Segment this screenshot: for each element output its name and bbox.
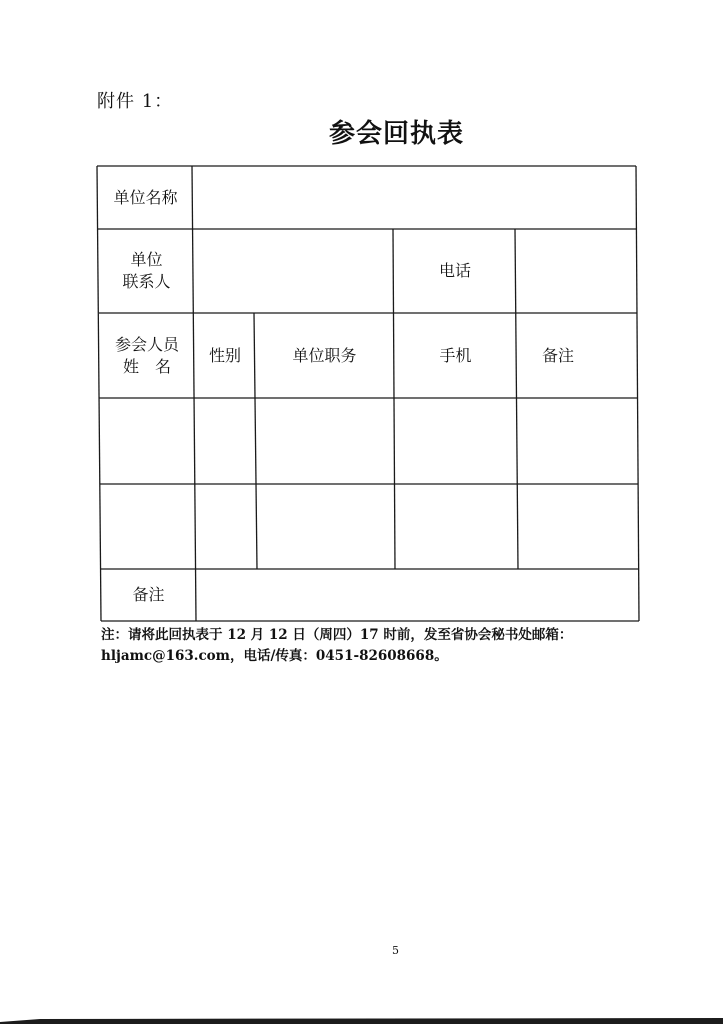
attendee-1-position-field[interactable] xyxy=(256,398,394,484)
remarks-label: 备注 xyxy=(132,585,165,604)
attendee-1-gender-field[interactable] xyxy=(196,398,256,484)
submission-note xyxy=(101,625,661,667)
submission-note-line-2: hljamc@163.com，电话/传真：0451-82608668。 xyxy=(101,648,448,664)
page-title: 参会回执表 xyxy=(328,119,464,149)
remarks-column-label: 备注 xyxy=(541,345,574,365)
attachment-label: 附件 1： xyxy=(97,91,174,112)
phone-field[interactable] xyxy=(516,229,637,313)
unit-name-field[interactable] xyxy=(193,166,636,229)
submission-note-line-1: 注：请将此回执表于 12 月 12 日（周四）17 时前，发至省协会秘书处邮箱： xyxy=(101,627,573,643)
unit-contact-label: 单位 联系人 xyxy=(122,250,171,291)
attendee-2-position-field[interactable] xyxy=(257,484,395,569)
gender-label: 性别 xyxy=(208,345,241,365)
phone-label: 电话 xyxy=(438,261,471,280)
attendee-2-mobile-field[interactable] xyxy=(395,484,518,569)
scan-edge-shadow xyxy=(0,1016,723,1024)
remarks-field[interactable] xyxy=(196,569,639,621)
attendee-2-name-field[interactable] xyxy=(100,484,196,569)
unit-name-label: 单位名称 xyxy=(113,187,178,207)
attendee-name-label: 参会人员 姓 名 xyxy=(114,334,179,376)
position-label: 单位职务 xyxy=(292,345,357,365)
attendee-1-name-field[interactable] xyxy=(100,398,195,484)
attendee-2-gender-field[interactable] xyxy=(196,484,256,569)
page-number: 5 xyxy=(392,944,399,957)
mobile-label: 手机 xyxy=(439,345,472,365)
attendee-2-remarks-field[interactable] xyxy=(518,484,638,569)
unit-contact-field[interactable] xyxy=(194,229,394,313)
attendee-1-mobile-field[interactable] xyxy=(395,398,517,484)
attendee-1-remarks-field[interactable] xyxy=(518,398,638,484)
